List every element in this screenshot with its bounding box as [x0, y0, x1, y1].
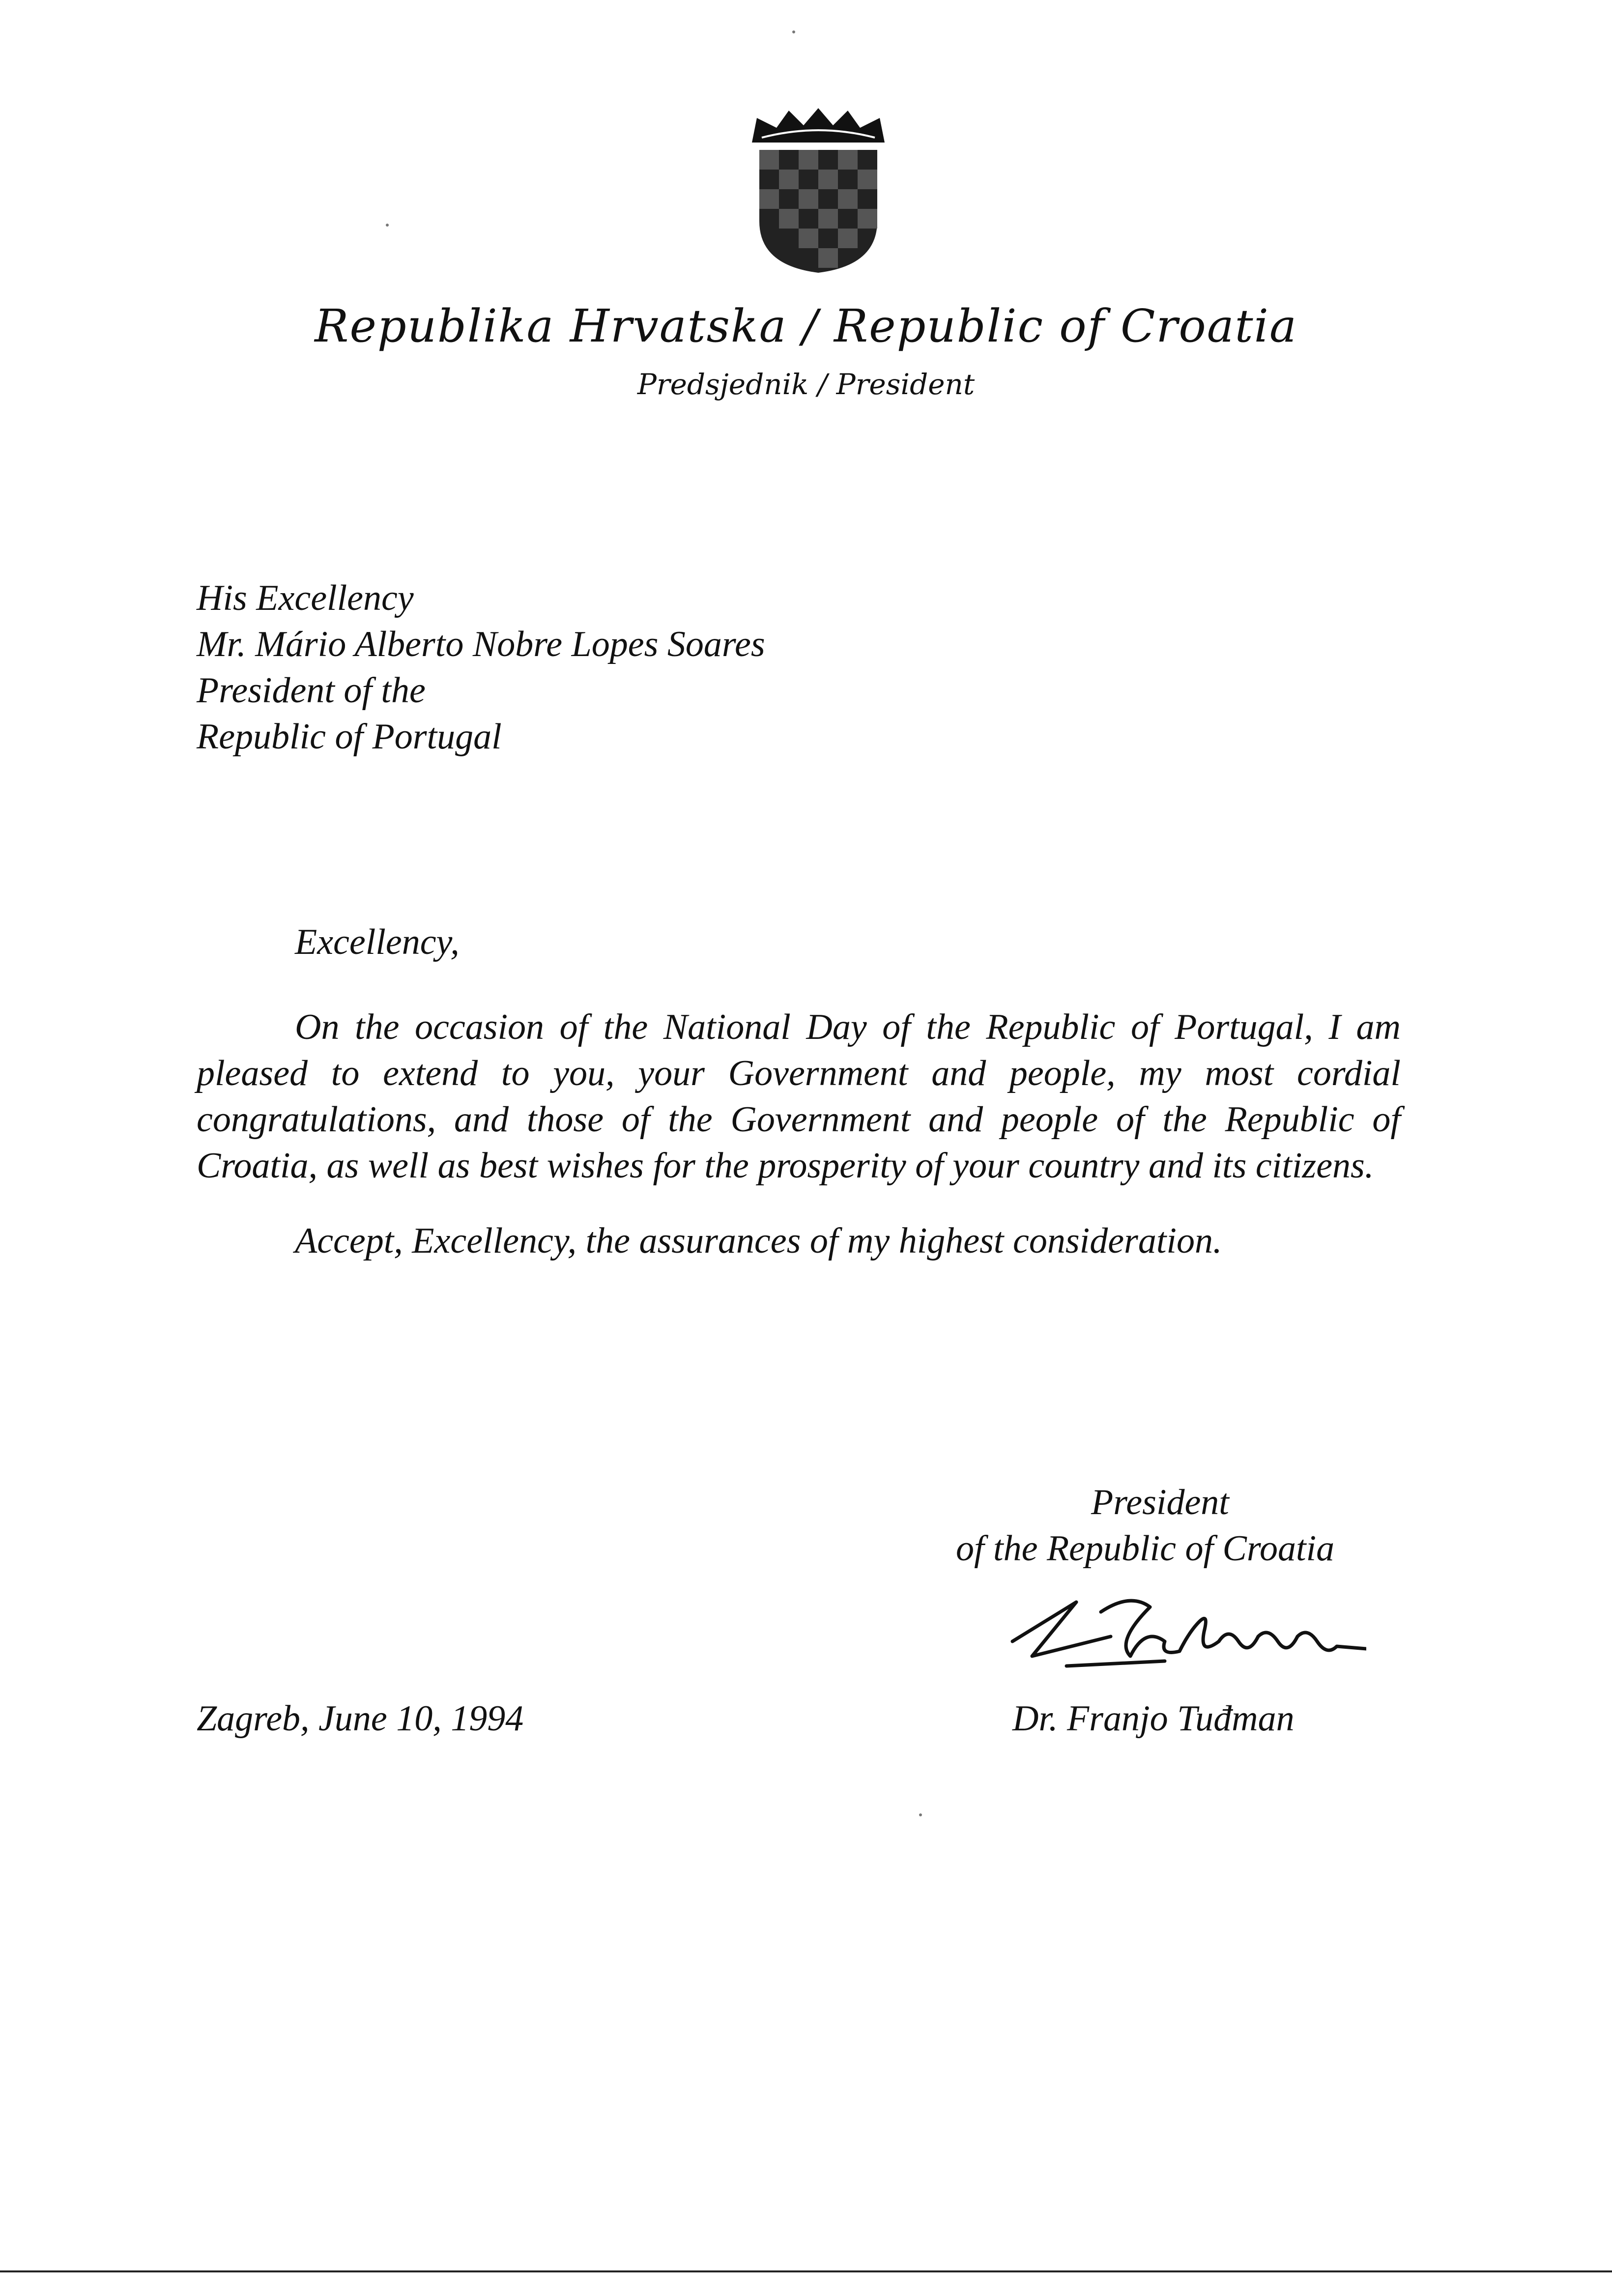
bottom-rule: [0, 2270, 1612, 2272]
signer-name: Dr. Franjo Tuđman: [1012, 1698, 1295, 1739]
letterhead-subtitle: Predsjednik / President: [637, 368, 975, 401]
recipient-line: President of the: [197, 670, 426, 711]
body-line: pleased to extend to you, your Government and people, my most cordial: [197, 1053, 1401, 1093]
handwritten-signature: [1003, 1582, 1366, 1681]
signature-title-line-1: President: [1091, 1482, 1229, 1522]
salutation: Excellency,: [295, 922, 460, 962]
body-line: On the occasion of the National Day of the Republic of Portugal, I am: [295, 1007, 1401, 1047]
recipient-line: Republic of Portugal: [197, 717, 502, 757]
recipient-line: Mr. Mário Alberto Nobre Lopes Soares: [197, 624, 765, 664]
signature-title-line-2: of the Republic of Croatia: [956, 1528, 1335, 1569]
recipient-block: [197, 575, 765, 760]
recipient-line: His Excellency: [197, 578, 414, 618]
body-paragraph: [197, 1004, 1401, 1189]
scan-speck: [919, 1813, 922, 1816]
scan-speck: [386, 224, 389, 227]
closing-sentence: Accept, Excellency, the assurances of my highest consideration.: [295, 1221, 1222, 1261]
place-and-date: Zagreb, June 10, 1994: [197, 1698, 524, 1739]
croatian-coat-of-arms-icon: [747, 108, 890, 275]
body-line: congratulations, and those of the Government and people of the Republic of: [197, 1099, 1401, 1140]
scan-speck: [792, 30, 795, 33]
letterhead-title: Republika Hrvatska / Republic of Croatia: [315, 300, 1297, 352]
body-line: Croatia, as well as best wishes for the prosperity of your country and its citizens.: [197, 1146, 1374, 1186]
